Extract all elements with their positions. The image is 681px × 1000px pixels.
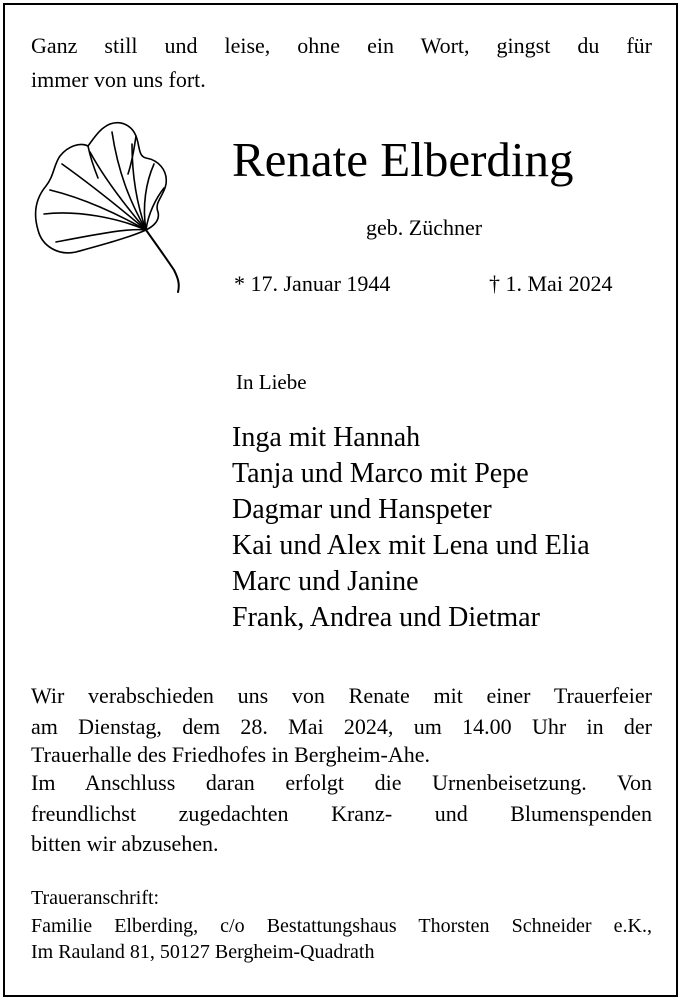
death-date: † 1. Mai 2024 (489, 271, 613, 296)
poem-line-1: Ganz still und leise, ohne ein Wort, gingst du für (31, 33, 652, 58)
mourner-name: Tanja und Marco mit Pepe (232, 458, 529, 489)
address-label: Traueranschrift: (31, 887, 160, 909)
mourner-list (232, 420, 590, 636)
announcement-line: Trauerhalle des Friedhofes in Bergheim-Ahe. (31, 742, 430, 767)
mourner-name: Marc und Janine (232, 566, 419, 597)
announcement-line: freundlichst zugedachten Kranz- und Blumenspenden (31, 801, 652, 826)
poem-line-2: immer von uns fort. (31, 67, 206, 92)
announcement-line: Wir verabschieden uns von Renate mit einer Trauerfeier (31, 683, 652, 708)
deceased-name: Renate Elberding (232, 132, 574, 187)
announcement-line: am Dienstag, dem 28. Mai 2024, um 14.00 Uhr in der (31, 714, 652, 739)
maiden-name: geb. Züchner (366, 215, 483, 240)
birth-date: * 17. Januar 1944 (234, 271, 391, 296)
mourner-name: Kai und Alex mit Lena und Elia (232, 530, 590, 561)
in-liebe-label: In Liebe (236, 370, 307, 394)
announcement-line: bitten wir abzusehen. (31, 831, 219, 856)
address-line-2: Im Rauland 81, 50127 Bergheim-Quadrath (31, 941, 375, 963)
address-line-1: Familie Elberding, c/o Bestattungshaus Thorsten Schneider e.K., (31, 915, 652, 937)
mourner-name: Dagmar und Hanspeter (232, 494, 492, 525)
ginkgo-leaf-icon (28, 118, 186, 296)
mourner-name: Inga mit Hannah (232, 422, 421, 453)
mourner-name: Frank, Andrea und Dietmar (232, 602, 540, 633)
announcement-line: Im Anschluss daran erfolgt die Urnenbeisetzung. Von (31, 770, 652, 795)
